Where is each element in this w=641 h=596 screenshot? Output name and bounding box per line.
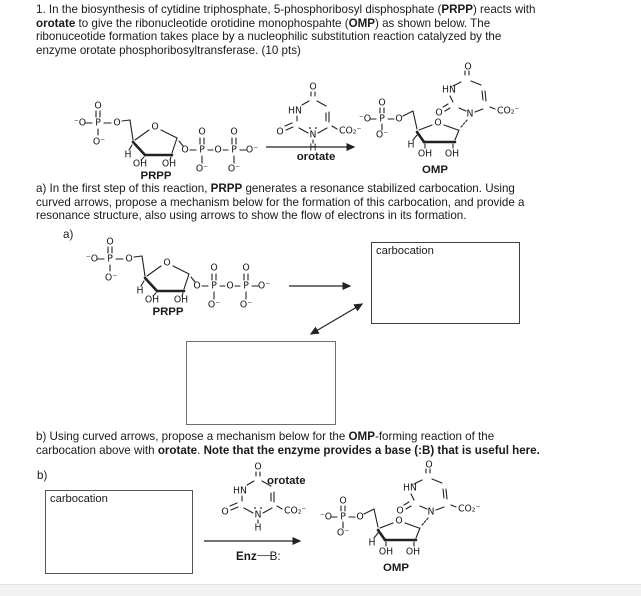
part-b-marker: b) (37, 469, 48, 482)
orotate-structure-b (213, 458, 313, 536)
prpp-caption-top: PRPP (140, 170, 172, 182)
svg-text:O: O (276, 126, 284, 138)
svg-text:OH: OH (161, 158, 177, 170)
svg-text:P: P (231, 144, 237, 156)
svg-text:P: P (243, 280, 249, 292)
omp-structure-b (316, 461, 486, 576)
svg-text:HN: HN (403, 482, 417, 494)
svg-text:⁻O: ⁻O (358, 113, 372, 125)
svg-text:OH: OH (378, 546, 394, 558)
prpp-structure-a (80, 223, 280, 315)
svg-text:O: O (226, 280, 234, 292)
svg-text:CO₂⁻: CO₂⁻ (458, 503, 481, 515)
svg-text:H: H (368, 537, 376, 549)
part-a-line: a) In the first step of this reaction, PRPP generates a resonance stabilized carbocation. Using (36, 182, 515, 195)
svg-text:O⁻: O⁻ (257, 280, 271, 292)
svg-text:H: H (136, 285, 144, 297)
svg-text:O⁻: O⁻ (239, 299, 253, 311)
svg-text:N: N (427, 506, 435, 518)
svg-text:O: O (198, 126, 206, 138)
svg-text:O: O (230, 126, 238, 138)
intro-line: enzyme orotate phosphoribosyltransferase. (10 pts) (36, 43, 301, 57)
svg-text:O: O (378, 97, 386, 109)
svg-text:O: O (210, 262, 218, 274)
svg-text:O: O (339, 495, 347, 507)
svg-text:O⁻: O⁻ (92, 136, 106, 148)
svg-text:P: P (379, 113, 385, 125)
svg-text:O: O (151, 121, 159, 133)
svg-text:OH: OH (144, 294, 160, 306)
svg-text:P: P (107, 253, 113, 265)
omp-caption-b: OMP (383, 562, 409, 574)
svg-text:O: O (434, 117, 442, 129)
svg-text:O: O (163, 257, 171, 269)
svg-text:N: N (309, 129, 317, 141)
omp-structure-top (355, 63, 525, 178)
prpp-structure-top (68, 87, 268, 179)
svg-text:O: O (242, 262, 250, 274)
svg-text:O: O (356, 511, 364, 523)
svg-text:O: O (309, 81, 317, 93)
svg-text:P: P (211, 280, 217, 292)
svg-text:O: O (395, 113, 403, 125)
svg-text:⁻O: ⁻O (319, 511, 333, 523)
svg-text:O: O (396, 505, 404, 517)
svg-text:O⁻: O⁻ (227, 163, 241, 175)
svg-text:O: O (94, 100, 102, 112)
carbocation-box-label-b: carbocation (50, 493, 108, 505)
svg-text:OH: OH (405, 546, 421, 558)
svg-text:O: O (106, 236, 114, 248)
svg-text:O⁻: O⁻ (245, 144, 259, 156)
svg-text:P: P (199, 144, 205, 156)
svg-text:O: O (254, 461, 262, 473)
svg-text:HN: HN (288, 105, 302, 117)
svg-text:P: P (340, 511, 346, 523)
svg-text:⁻O: ⁻O (73, 117, 87, 129)
svg-text:H: H (309, 142, 317, 154)
svg-text:⁻O: ⁻O (85, 253, 99, 265)
svg-text:P: P (95, 117, 101, 129)
svg-text:O: O (425, 459, 433, 471)
svg-text:N: N (466, 108, 474, 120)
svg-text:O: O (113, 117, 121, 129)
intro-line: ribonuceotide formation takes place by a nucleophilic substitution reaction catalyzed by the (36, 30, 502, 44)
svg-text:O: O (181, 144, 189, 156)
svg-text:O⁻: O⁻ (104, 272, 118, 284)
part-a-marker: a) (63, 228, 74, 241)
base-label: B: (269, 550, 281, 563)
part-a-line: curved arrows, propose a mechanism below for the formation of this carbocation, and provide a (36, 195, 525, 209)
part-a-paragraph (36, 182, 524, 223)
svg-text:OH: OH (173, 294, 189, 306)
part-b-line: b) Using curved arrows, propose a mechanism below for the OMP-forming reaction of the (36, 430, 495, 443)
svg-text:O: O (193, 280, 201, 292)
svg-text:OH: OH (132, 158, 148, 170)
intro-line: orotate to give the ribonucleotide orotidine monophospahte (OMP) as shown below. The (36, 16, 491, 30)
prpp-caption-a: PRPP (152, 306, 184, 318)
svg-text:O: O (125, 253, 133, 265)
footer-strip (0, 584, 641, 596)
svg-text:H: H (407, 139, 415, 151)
enz-label: Enz (236, 550, 257, 563)
omp-caption-top: OMP (422, 164, 448, 176)
part-b-line: carbocation above with orotate. Note that the enzyme provides a base (:B) that is useful here. (36, 443, 540, 457)
squiggle-bond: ~~~ (256, 551, 270, 562)
svg-text:N: N (254, 509, 262, 521)
svg-text:HN: HN (442, 84, 456, 96)
svg-text:O⁻: O⁻ (207, 299, 221, 311)
carbocation-box-label-a: carbocation (376, 245, 434, 257)
answer-box-a-resonance (186, 341, 336, 425)
svg-text:OH: OH (417, 148, 433, 160)
answer-box-a-carbocation (371, 242, 520, 324)
svg-text:CO₂⁻: CO₂⁻ (339, 125, 362, 137)
intro-line: 1. In the biosynthesis of cytidine triphosphate, 5-phosphoribosyl disphosphate (PRPP) reacts with (36, 3, 536, 16)
svg-text:O: O (464, 61, 472, 73)
enzyme-base-label (236, 550, 281, 563)
svg-text:H: H (254, 522, 262, 534)
svg-text:O⁻: O⁻ (375, 129, 389, 141)
svg-text:OH: OH (444, 148, 460, 160)
part-a-line: resonance structure, also using arrows to show the flow of electrons in its formation. (36, 209, 467, 223)
svg-text:O: O (214, 144, 222, 156)
svg-text:O: O (395, 515, 403, 527)
orotate-structure-top (268, 78, 368, 156)
orotate-caption-top: orotate (296, 151, 336, 163)
svg-text:O: O (221, 506, 229, 518)
svg-text:O⁻: O⁻ (195, 163, 209, 175)
svg-text:CO₂⁻: CO₂⁻ (284, 505, 307, 517)
intro-paragraph (36, 3, 535, 57)
part-b-paragraph (36, 430, 540, 457)
svg-text:HN: HN (233, 485, 247, 497)
answer-box-b-carbocation (45, 490, 193, 574)
svg-text:CO₂⁻: CO₂⁻ (497, 105, 520, 117)
orotate-caption-b: orotate (267, 475, 306, 487)
svg-text:O: O (435, 107, 443, 119)
svg-text:H: H (124, 149, 132, 161)
svg-text:O⁻: O⁻ (336, 527, 350, 539)
